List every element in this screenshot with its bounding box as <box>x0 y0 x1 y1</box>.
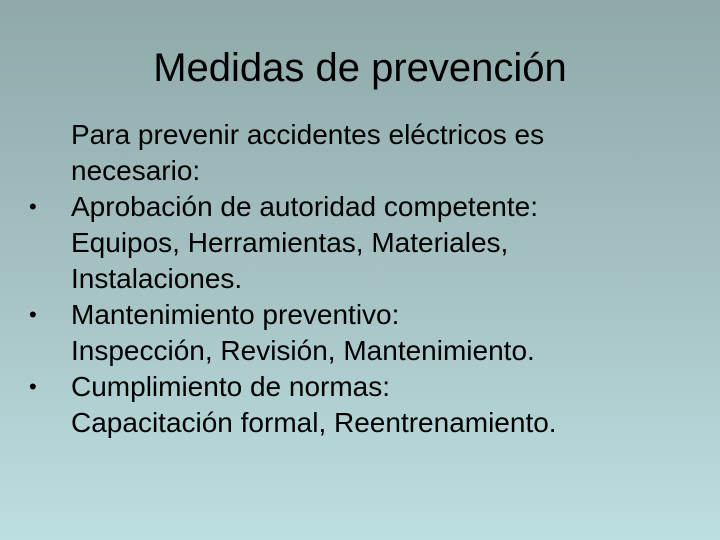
bullet-icon: • <box>29 302 37 327</box>
bullet-detail-line <box>0 261 720 297</box>
slide-title: Medidas de prevención <box>153 46 567 90</box>
slide-body <box>0 117 720 441</box>
bullet-icon: • <box>29 374 37 399</box>
bullet-item <box>0 369 720 405</box>
bullet-icon: • <box>29 194 37 219</box>
bullet-heading: Cumplimiento de normas: <box>71 371 391 402</box>
bullet-detail-line <box>0 333 720 369</box>
bullet-heading: Mantenimiento preventivo: <box>71 299 400 330</box>
intro-line-text: Para prevenir accidentes eléctricos es <box>71 119 545 150</box>
intro-line <box>0 117 720 153</box>
bullet-detail-line <box>0 225 720 261</box>
intro-line <box>0 153 720 189</box>
bullet-item <box>0 297 720 333</box>
bullet-detail-text: Equipos, Herramientas, Materiales, <box>71 227 509 258</box>
bullet-item <box>0 189 720 225</box>
bullet-detail-text: Capacitación formal, Reentrenamiento. <box>71 407 557 438</box>
bullet-detail-line <box>0 405 720 441</box>
bullet-heading: Aprobación de autoridad competente: <box>71 191 538 222</box>
bullet-detail-text: Instalaciones. <box>71 263 243 294</box>
bullet-detail-text: Inspección, Revisión, Mantenimiento. <box>71 335 535 366</box>
intro-line-text: necesario: <box>71 155 201 186</box>
